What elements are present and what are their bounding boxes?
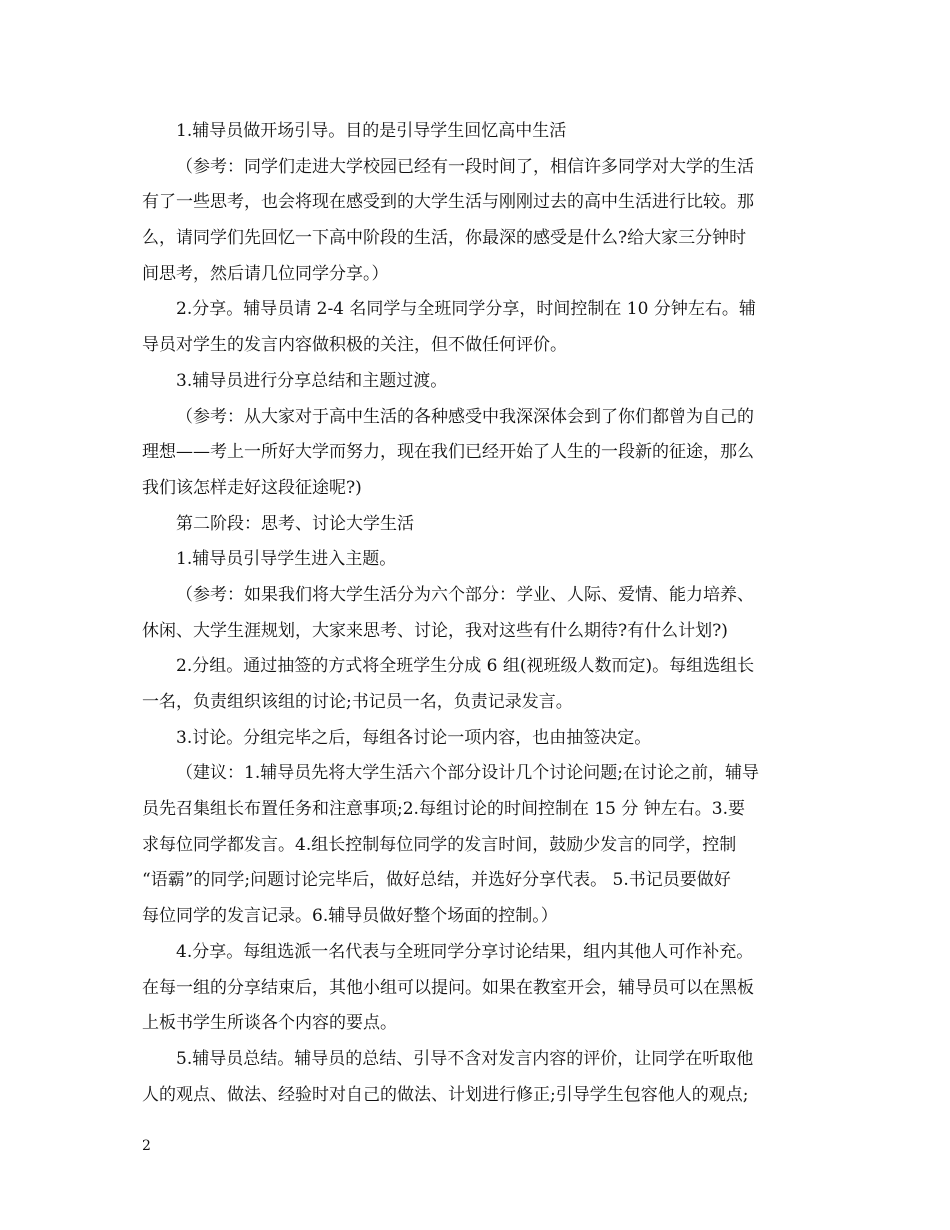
text-line: 人的观点、做法、经验时对自己的做法、计划进行修正;引导学生包容他人的观点;: [142, 1084, 749, 1105]
text-line: 一名，负责组织该组的讨论;书记员一名，负责记录发言。: [142, 692, 573, 712]
text-line: （参考：如果我们将大学生活分为六个部分：学业、人际、爱情、能力培养、: [176, 584, 754, 605]
text-line: （建议：1.辅导员先将大学生活六个部分设计几个讨论问题;在讨论之前，辅导: [176, 763, 759, 784]
text-line: 有了一些思考，也会将现在感受到的大学生活与刚刚过去的高中生活进行比较。那: [142, 192, 754, 213]
text-line: 员先召集组长布置任务和注意事项;2.每组讨论的时间控制在 15 分 钟左右。3.要: [142, 799, 746, 820]
text-line: （参考：从大家对于高中生活的各种感受中我深深体会到了你们都曾为自己的: [176, 406, 754, 427]
text-line: 休闲、大学生涯规划，大家来思考、讨论，我对这些有什么期待?有什么计划?): [142, 620, 728, 641]
text-line: 3.辅导员进行分享总结和主题过渡。: [176, 370, 448, 391]
text-line: （参考：同学们走进大学校园已经有一段时间了，相信许多同学对大学的生活: [176, 156, 754, 177]
text-line: 在每一组的分享结束后，其他小组可以提问。如果在教室开会，辅导员可以在黑板: [142, 977, 754, 998]
text-line: 4.分享。每组选派一名代表与全班同学分享讨论结果，组内其他人可作补充。: [176, 941, 754, 962]
page-number: 2: [142, 1138, 151, 1154]
text-line: 1.辅导员引导学生进入主题。: [176, 549, 397, 570]
text-line: 理想——考上一所好大学而努力，现在我们已经开始了人生的一段新的征途，那么: [142, 442, 754, 463]
text-line: 3.讨论。分组完毕之后，每组各讨论一项内容，也由抽签决定。: [176, 727, 652, 748]
text-line: 第二阶段：思考、讨论大学生活: [176, 513, 414, 534]
text-line: “语霸”的同学;问题讨论完毕后，做好总结，并选好分享代表。 5.书记员要做好: [142, 870, 731, 891]
text-line: 我们该怎样走好这段征途呢?): [142, 477, 362, 498]
text-line: 间思考，然后请几位同学分享。）: [142, 263, 389, 284]
document-body: [142, 114, 814, 1113]
text-line: 么，请同学们先回忆一下高中阶段的生活，你最深的感受是什么?给大家三分钟时: [142, 228, 747, 249]
text-line: 2.分组。通过抽签的方式将全班学生分成 6 组(视班级人数而定)。每组选组长: [176, 656, 755, 677]
text-line: 导员对学生的发言内容做积极的关注，但不做任何评价。: [142, 335, 567, 356]
text-line: 求每位同学都发言。4.组长控制每位同学的发言时间，鼓励少发言的同学，控制: [142, 834, 737, 855]
text-line: 1.辅导员做开场引导。目的是引导学生回忆高中生活: [176, 121, 567, 141]
text-line: 每位同学的发言记录。6.辅导员做好整个场面的控制。）: [142, 906, 558, 927]
text-line: 2.分享。辅导员请 2-4 名同学与全班同学分享，时间控制在 10 分钟左右。辅: [176, 299, 756, 320]
text-line: 上板书学生所谈各个内容的要点。: [142, 1013, 397, 1034]
text-line: 5.辅导员总结。辅导员的总结、引导不含对发言内容的评价，让同学在听取他: [176, 1048, 754, 1069]
